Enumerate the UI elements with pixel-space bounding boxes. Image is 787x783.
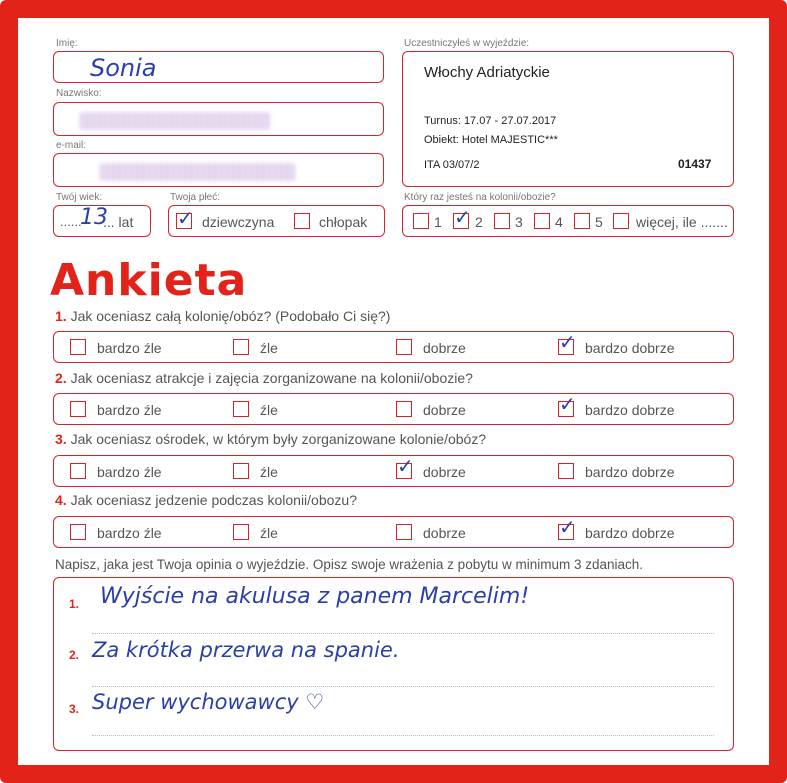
trip-obiekt: Obiekt: Hotel MAJESTIC*** <box>424 134 558 146</box>
times-option-2: 2 <box>475 214 483 230</box>
rating-option-label: dobrze <box>423 525 466 541</box>
rating-option-label: źle <box>260 464 278 480</box>
times-option-1: 1 <box>434 214 442 230</box>
check-mark-icon: ✓ <box>559 515 576 539</box>
rating-option-label: bardzo źle <box>97 464 162 480</box>
name-label: Imię: <box>56 38 78 49</box>
age-value: 13 <box>80 205 108 230</box>
times-check-mark-icon: ✓ <box>454 205 471 229</box>
opinion-line-text: Za krótka przerwa na spanie. <box>92 638 400 662</box>
times-option-more: więcej, ile ....... <box>636 214 728 230</box>
rating-checkbox[interactable] <box>70 463 86 479</box>
email-label: e-mail: <box>56 140 87 151</box>
opinion-line-text: Super wychowawcy ♡ <box>92 690 325 714</box>
rating-checkbox[interactable] <box>233 524 249 540</box>
question-number: 2. <box>55 370 67 386</box>
question-label: Jak oceniasz ośrodek, w którym były zorganizowane kolonie/obóz? <box>70 431 487 447</box>
rating-option-label: bardzo dobrze <box>585 402 675 418</box>
rating-checkbox[interactable] <box>70 524 86 540</box>
question-number: 3. <box>55 431 67 447</box>
question-label: Jak oceniasz atrakcje i zajęcia zorganizowane na kolonii/obozie? <box>70 370 473 386</box>
check-mark-icon: ✓ <box>397 454 414 478</box>
rating-option-label: dobrze <box>423 340 466 356</box>
age-label: Twój wiek: <box>56 192 103 203</box>
rating-option-label: źle <box>260 340 278 356</box>
gender-option-boy: chłopak <box>319 214 368 230</box>
question-number: 1. <box>55 308 67 324</box>
question-4-text <box>55 492 357 508</box>
name-value: Sonia <box>90 54 157 82</box>
rating-option-label: dobrze <box>423 464 466 480</box>
opinion-line-divider <box>92 686 714 687</box>
opinion-line-divider <box>92 633 714 634</box>
trip-code: ITA 03/07/2 <box>424 159 480 171</box>
opinion-line-number: 3. <box>69 702 80 716</box>
question-2-text <box>55 370 473 386</box>
question-3-text <box>55 431 486 447</box>
rating-checkbox[interactable] <box>70 339 86 355</box>
times-checkbox-5[interactable] <box>574 213 590 229</box>
times-checkbox-more[interactable] <box>613 213 629 229</box>
rating-checkbox[interactable] <box>396 339 412 355</box>
opinion-line-number: 1. <box>69 597 80 611</box>
age-prefix: ...... <box>60 214 82 229</box>
trip-name: Włochy Adriatyckie <box>424 64 550 81</box>
gender-option-girl: dziewczyna <box>202 214 275 230</box>
rating-checkbox[interactable] <box>233 463 249 479</box>
times-label: Który raz jesteś na kolonii/obozie? <box>404 192 556 203</box>
gender-check-mark-icon: ✓ <box>177 206 194 230</box>
rating-option-label: bardzo dobrze <box>585 525 675 541</box>
times-checkbox-1[interactable] <box>413 213 429 229</box>
rating-option-label: źle <box>260 402 278 418</box>
rating-option-label: źle <box>260 525 278 541</box>
question-1-text <box>55 308 390 324</box>
surname-redacted <box>80 112 270 130</box>
times-option-3: 3 <box>515 214 523 230</box>
rating-option-label: bardzo źle <box>97 402 162 418</box>
times-checkbox-4[interactable] <box>534 213 550 229</box>
age-suffix: ... lat <box>103 214 134 230</box>
opinion-prompt: Napisz, jaka jest Twoja opinia o wyjeździe. Opisz swoje wrażenia z pobytu w minimum 3 zdaniach. <box>55 557 644 572</box>
question-label: Jak oceniasz całą kolonię/obóz? (Podobało Ci się?) <box>70 308 391 324</box>
rating-checkbox[interactable] <box>396 524 412 540</box>
check-mark-icon: ✓ <box>559 392 576 416</box>
rating-option-label: bardzo źle <box>97 340 162 356</box>
opinion-line-divider <box>92 735 714 736</box>
rating-checkbox[interactable] <box>396 401 412 417</box>
trip-label: Uczestniczyłeś w wyjeździe: <box>404 38 530 49</box>
check-mark-icon: ✓ <box>559 330 576 354</box>
opinion-line-text: Wyjście na akulusa z panem Marcelim! <box>100 584 530 609</box>
rating-checkbox[interactable] <box>233 339 249 355</box>
trip-number: 01437 <box>678 157 712 171</box>
times-option-5: 5 <box>595 214 603 230</box>
rating-option-label: bardzo dobrze <box>585 340 675 356</box>
rating-option-label: bardzo źle <box>97 525 162 541</box>
gender-checkbox-boy[interactable] <box>294 213 310 229</box>
opinion-line-number: 2. <box>69 648 80 662</box>
rating-checkbox[interactable] <box>70 401 86 417</box>
times-checkbox-3[interactable] <box>494 213 510 229</box>
survey-title: Ankieta <box>50 255 248 306</box>
rating-checkbox[interactable] <box>233 401 249 417</box>
email-redacted <box>100 163 295 181</box>
question-label: Jak oceniasz jedzenie podczas kolonii/obozu? <box>70 492 357 508</box>
rating-option-label: dobrze <box>423 402 466 418</box>
trip-turnus: Turnus: 17.07 - 27.07.2017 <box>424 115 557 127</box>
surname-label: Nazwisko: <box>56 88 102 99</box>
gender-label: Twoja płeć: <box>170 192 221 203</box>
rating-checkbox[interactable] <box>558 463 574 479</box>
question-number: 4. <box>55 492 67 508</box>
rating-option-label: bardzo dobrze <box>585 464 675 480</box>
times-option-4: 4 <box>555 214 563 230</box>
